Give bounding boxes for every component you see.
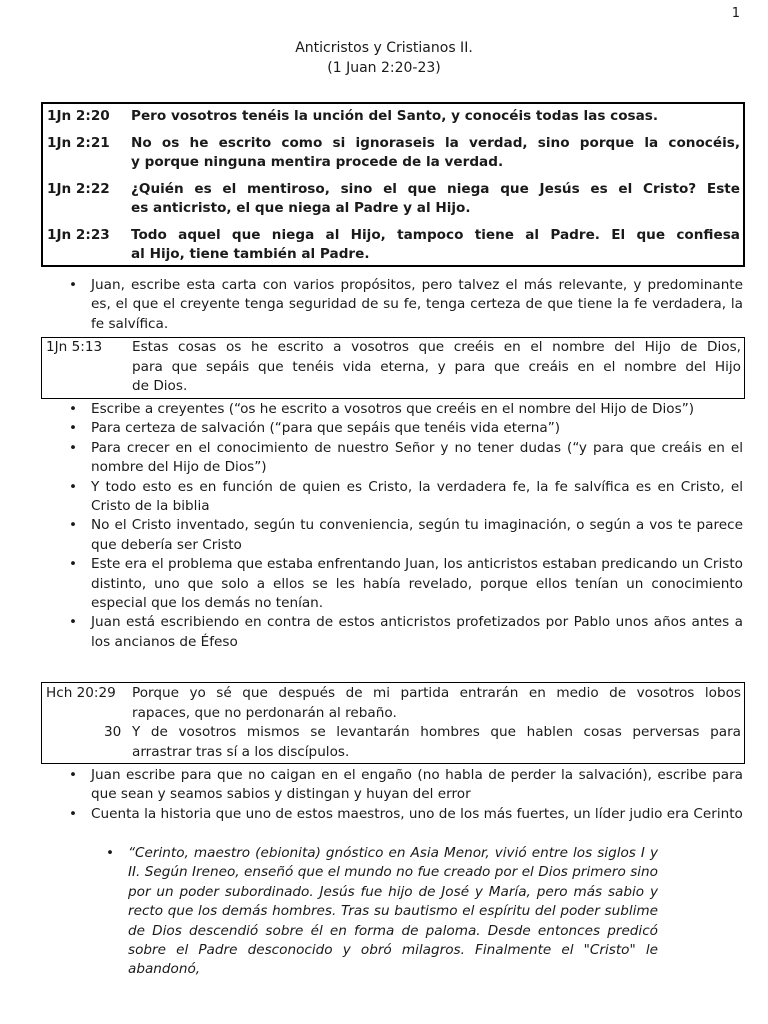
verse-ref: 1Jn 5:13 [46, 339, 103, 355]
list-item: • Este era el problema que estaba enfrentando Juan, los anticristos estaban predicando un Cristo distinto, uno que solo a ellos se les había revelado, porque ellos tenían un conocimiento especial que los demás no tenían. [91, 555, 743, 613]
verse-1jn-2-20: 1Jn 2:20 Pero vosotros tenéis la unción del Santo, y conocéis todas las cosas. [47, 107, 740, 127]
document-title: Anticristos y Cristianos II. [295, 40, 473, 56]
bullet-list-intro [91, 276, 743, 334]
verse-1jn-2-23: 1Jn 2:23 Todo aquel que niega al Hijo, tampoco tiene al Padre. El que confiesa al Hijo, tiene también al Padre. [47, 226, 740, 262]
list-item: • No el Cristo inventado, según tu conveniencia, según tu imaginación, o según a vos te parece que debería ser Cristo [91, 516, 743, 555]
verse-ref: 30 [104, 724, 122, 740]
list-item: • Y todo esto es en función de quien es Cristo, la verdadera fe, la fe salvífica es en Cristo, el Cristo de la biblia [91, 478, 743, 517]
verse-box-hch-20-29: Hch 20:29 Porque yo sé que después de mi partida entrarán en medio de vosotros lobos rapaces, que no perdonarán al rebaño. 30 Y de vosotros mismos se levantarán hombres que hablen cosas perversas para arrastrar tras sí a los discípulos. [41, 682, 745, 764]
page-number: 1 [731, 6, 740, 21]
list-item: • Juan está escribiendo en contra de estos anticristos profetizados por Pablo unos años antes a los ancianos de Éfeso [91, 613, 743, 652]
bullet-list-cerinto [91, 766, 743, 824]
verse-box-1jn-5-13: 1Jn 5:13 Estas cosas os he escrito a vosotros que creéis en el nombre del Hijo de Dios, para que sepáis que tenéis vida eterna, y para que creáis en el nombre del Hijo de Dios. [41, 337, 745, 399]
verse-ref: 1Jn 2:23 [47, 226, 110, 243]
verses-box [41, 102, 745, 267]
list-item: • Escribe a creyentes (“os he escrito a vosotros que creéis en el nombre del Hijo de Dios”) [91, 400, 743, 419]
bullet-list-purposes [91, 400, 743, 652]
verse-ref: Hch 20:29 [46, 685, 116, 701]
verse-ref: 1Jn 2:21 [47, 134, 110, 151]
verse-ref: 1Jn 2:22 [47, 180, 110, 197]
list-item: • Juan escribe para que no caigan en el engaño (no habla de perder la salvación), escribe para que sean y seamos sabios y distingan y huyan del error [91, 766, 743, 805]
cerinto-quote: • “Cerinto, maestro (ebionita) gnóstico en Asia Menor, vivió entre los siglos I y II. Según Ireneo, enseñó que el mundo no fue creado por el Dios primero sino por un poder subordinado. Jesús fue hijo de José y María, pero más sabio y recto que los demás hombres. Tras su bautismo el espíritu del poder sublime de Dios descendió sobre él en forma de paloma. Desde entonces predicó sobre el Padre desconocido y obró milagros. Finalmente el "Cristo" le abandonó, [128, 844, 658, 980]
list-item: • Cuenta la historia que uno de estos maestros, uno de los más fuertes, un líder judio era Cerinto [91, 805, 743, 824]
verse-1jn-2-22: 1Jn 2:22 ¿Quién es el mentiroso, sino el que niega que Jesús es el Cristo? Este es anticristo, el que niega al Padre y al Hijo. [47, 180, 740, 216]
list-item: • Para certeza de salvación (“para que sepáis que tenéis vida eterna”) [91, 419, 743, 438]
document-title-block [0, 38, 768, 78]
list-item: • Para crecer en el conocimiento de nuestro Señor y no tener dudas (“y para que creáis en el nombre del Hijo de Dios”) [91, 439, 743, 478]
list-item: • Juan, escribe esta carta con varios propósitos, pero talvez el más relevante, y predominante es, el que el creyente tenga seguridad de su fe, tenga certeza de que tiene la fe verdadera, la fe salvífica. [91, 276, 743, 334]
document-subtitle: (1 Juan 2:20-23) [327, 60, 441, 76]
verse-ref: 1Jn 2:20 [47, 108, 110, 124]
verse-1jn-2-21: 1Jn 2:21 No os he escrito como si ignoraseis la verdad, sino porque la conocéis, y porque ninguna mentira procede de la verdad. [47, 134, 740, 170]
